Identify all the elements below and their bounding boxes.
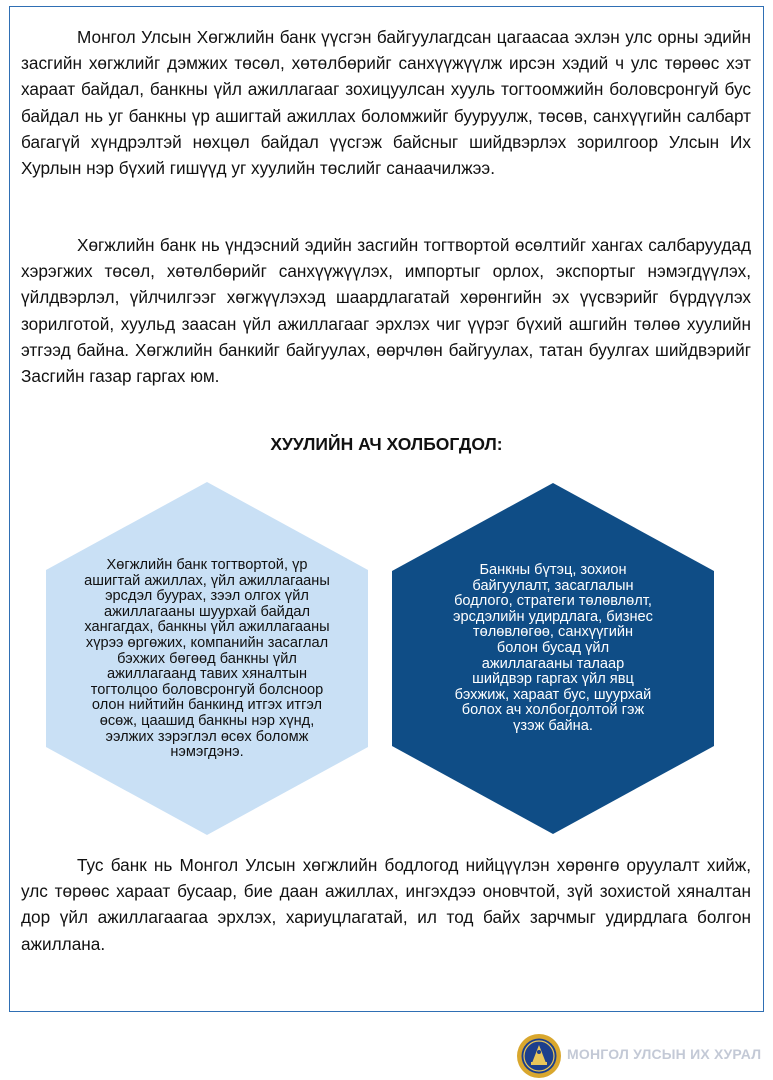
hex-light-line: нэмэгдэнэ. (170, 744, 244, 761)
hex-light-line: ажиллагааны шуурхай байдал (103, 603, 310, 620)
hex-light-line: хангагдах, банкны үйл ажиллагааны (84, 619, 330, 636)
hex-dark-line: болох ач холбогдолтой гэж (461, 702, 645, 719)
hex-dark-line: болон бусад үйл (496, 639, 610, 656)
hex-dark-line: төлөвлөгөө, санхүүгийн (472, 624, 634, 641)
hexagon-text-dark (414, 563, 692, 735)
hex-dark-line: ажиллагааны талаар (481, 655, 625, 672)
hexagon-benefits-dark (392, 483, 714, 834)
hex-light-line: Хөгжлийн банк тогтвортой, үр (106, 557, 308, 573)
intro-paragraph: Монгол Улсын Хөгжлийн банк үүсгэн байгуулагдсан цагаасаа эхлэн улс орны эдийн засгийн хөгжлийг дэмжих төсөл, хөтөлбөрийг санхүүжүүлж ирсэн хэдий ч улс төрөөс хэт хараат байдал, банкны үйл ажиллагааг зохицуулсан хууль тогтоомжийн боловсронгуй бус байдал нь уг банкны үр ашигтай ажиллах боломжийг бууруулж, төсөв, санхүүгийн салбарт багагүй хүндрэлтэй нөхцөл байдал үүсгэж байсныг шийдвэрлэх зорилгоор Улсын Их Хурлын нэр бүхий гишүүд уг хуулийн төслийг санаачилжээ. (21, 27, 751, 179)
parliament-emblem-icon (516, 1033, 562, 1079)
hex-dark-line: бэхжиж, хараат бус, шуурхай (454, 686, 652, 703)
purpose-paragraph: Хөгжлийн банк нь үндэсний эдийн засгийн тогтвортой өсөлтийг хангах салбаруудад хэрэгжих төсөл, хөтөлбөрийг санхүүжүүлэх, импортыг орлох, экспортыг нэмэгдүүлэх, үйлдвэрлэл, үйлчилгээг хөгжүүлэхэд шаардлагатай хөрөнгийн эх үүсвэрийг бүрдүүлэх зорилготой, хуульд заасан үйл ажиллагааг эрхлэх чиг үүрэг бүхий ашгийн төлөө хуулийн этгээд байна. Хөгжлийн банкийг байгуулах, өөрчлөн байгуулах, татан буулгах шийдвэрийг Засгийн газар гаргах юм. (21, 235, 751, 387)
hex-light-line: өсөж, цаашид банкны нэр хүнд, (99, 712, 315, 729)
hex-light-line: олон нийтийн банкинд итгэх итгэл (91, 697, 323, 714)
hex-dark-line: байгуулалт, засаглалын (472, 577, 634, 594)
hexagon-text-light (46, 558, 368, 761)
hex-light-line: бэхжих бөгөөд банкны үйл (117, 650, 297, 667)
footer-org-name: МОНГОЛ УЛСЫН ИХ ХУРАЛ (567, 1046, 762, 1062)
hexagon-benefits-light (46, 482, 368, 835)
hex-light-line: хүрээ өргөжих, компанийн засаглал (85, 634, 329, 651)
closing-paragraph: Тус банк нь Монгол Улсын хөгжлийн бодлогод нийцүүлэн хөрөнгө оруулалт хийж, улс төрөөс хараат бусаар, бие даан ажиллах, ингэхдээ оновчтой, зүй зохистой хяналтан дор үйл ажиллагаагаа эрхлэх, хариуцлагатай, ил тод байх зарчмыг удирдлага болгон ажиллана. (21, 855, 751, 954)
hex-light-line: эрсдэл буурах, зээл олгох үйл (105, 588, 309, 605)
hex-light-line: ажиллагаанд тавих хяналтын (106, 666, 308, 683)
hex-dark-line: эрсдэлийн удирдлага, бизнес (453, 608, 653, 625)
hex-dark-line: Банкны бүтэц, зохион (479, 562, 627, 578)
hex-light-line: ашигтай ажиллах, үйл ажиллагааны (84, 572, 330, 589)
hex-light-line: ээлжих зэрэглэл өсөх боломж (105, 728, 309, 745)
section-heading: ХУУЛИЙН АЧ ХОЛБОГДОЛ: (270, 434, 503, 454)
hex-dark-line: бодлого, стратеги төлөвлөлт, (454, 593, 652, 610)
hex-light-line: тогтолцоо боловсронгуй болсноор (90, 681, 324, 698)
hex-dark-line: шийдвэр гаргах үйл явц (472, 671, 634, 688)
hex-dark-line: үзэж байна. (513, 717, 593, 734)
